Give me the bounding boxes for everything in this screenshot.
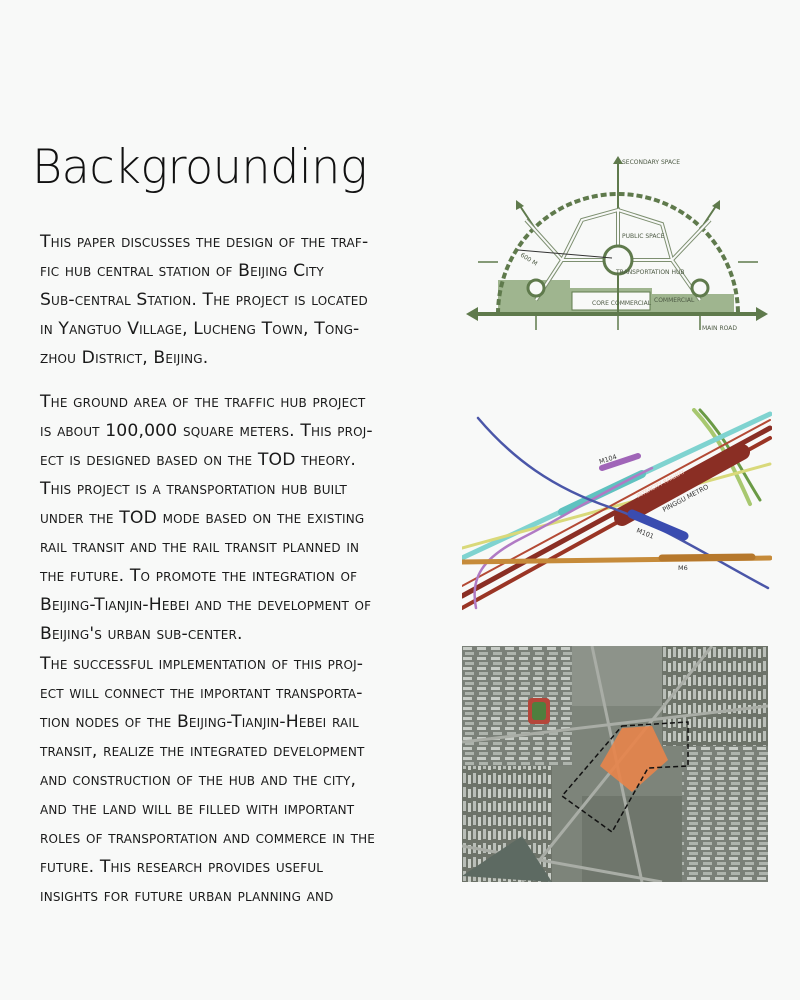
paragraph-line: This project is a transportation hub built — [40, 479, 348, 499]
paragraph-line: ect is designed based on the TOD theory. — [40, 450, 357, 470]
paragraph-line: rail transit and the rail transit planned in — [40, 537, 360, 557]
label-m6: M6 — [678, 564, 688, 572]
label-secondary-space: SECONDARY SPACE — [622, 159, 680, 166]
paragraph-line: zhou District, Beijing. — [40, 348, 209, 368]
paragraph-line: fic hub central station of Beijing City — [40, 261, 324, 281]
paragraph-intro — [40, 228, 450, 373]
label-main-road: MAIN ROAD — [702, 325, 737, 332]
tod-concept-diagram — [462, 150, 772, 340]
paragraph-line: insights for future urban planning and — [40, 886, 334, 906]
paragraph-line: roles of transportation and commerce in the — [40, 828, 376, 848]
paragraph-line: tion nodes of the Beijing-Tianjin-Hebei rail — [40, 712, 359, 732]
paragraph-implementation — [40, 650, 450, 911]
paragraph-line: the future. To promote the integration of — [40, 566, 358, 586]
paragraph-line: under the TOD mode based on the existing — [40, 508, 365, 528]
label-intercity-railway: INTERCITY RAILWAY — [636, 469, 687, 500]
paragraph-line: transit, realize the integrated development — [40, 741, 365, 761]
aerial-site-photo — [462, 646, 768, 882]
label-transportation-hub: TRANSPORTATION HUB — [616, 269, 685, 276]
paragraph-line: The successful implementation of this proj- — [40, 654, 364, 674]
paragraph-line: and the land will be filled with important — [40, 799, 355, 819]
paragraph-line: future. This research provides useful — [40, 857, 324, 877]
label-m104: M104 — [598, 452, 618, 466]
label-commercial: COMMERCIAL — [654, 297, 695, 304]
paragraph-line: Beijing's urban sub-center. — [40, 624, 243, 644]
paragraph-line: in Yangtuo Village, Lucheng Town, Tong- — [40, 319, 360, 339]
paragraph-area — [40, 388, 450, 649]
paragraph-line: ect will connect the important transporta- — [40, 683, 363, 703]
paragraph-line: The ground area of the traffic hub project — [40, 392, 366, 412]
paragraph-line: This paper discusses the design of the traf- — [40, 232, 369, 252]
rail-transit-map — [462, 408, 772, 616]
paragraph-line: is about 100,000 square meters. This proj- — [40, 421, 373, 441]
page-title: Backgrounding — [32, 140, 368, 195]
label-public-space: PUBLIC SPACE — [622, 233, 665, 240]
paragraph-line: Sub-central Station. The project is located — [40, 290, 368, 310]
label-m101: M101 — [635, 526, 655, 541]
paragraph-line: Beijing-Tianjin-Hebei and the development of — [40, 595, 372, 615]
label-pinggu-metro: PINGGU METRO — [661, 482, 710, 514]
label-core-commercial: CORE COMMERCIAL — [592, 300, 652, 307]
paragraph-line: and construction of the hub and the city, — [40, 770, 357, 790]
label-radius: 600 M — [518, 251, 539, 268]
